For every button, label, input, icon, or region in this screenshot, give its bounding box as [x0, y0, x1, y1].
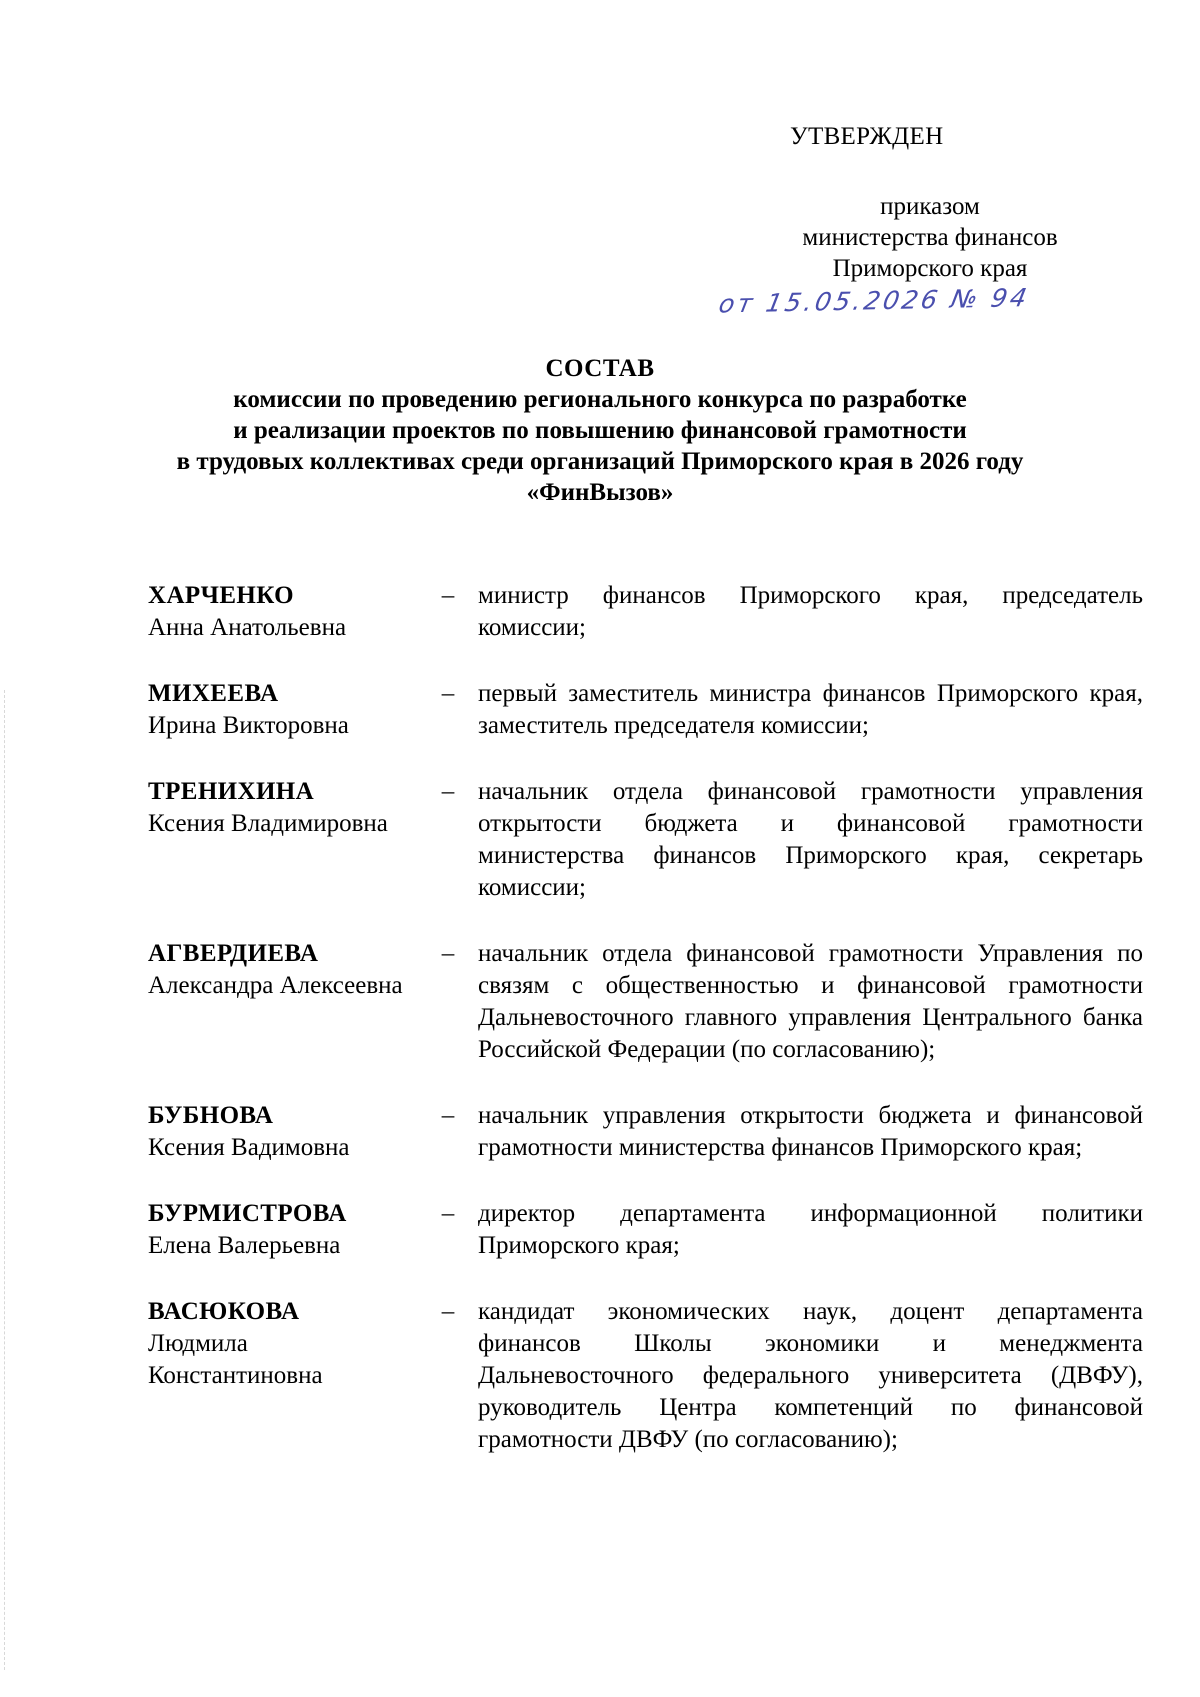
member-entry: [148, 580, 1143, 644]
title-line: в трудовых коллективах среди организаций Приморского края в 2026 году: [176, 448, 1024, 475]
title-line: и реализации проектов по повышению финансовой грамотности: [233, 417, 967, 444]
member-surname: ТРЕНИХИНА: [148, 778, 315, 805]
member-role: кандидат экономических наук, доцент департамента финансов Школы экономики и менеджмента Дальневосточного федерального университета (ДВФУ), руководитель Центра компетенций по финансовой грамотности ДВФУ (по согласованию);: [478, 1298, 1143, 1453]
member-given-name: Ирина Викторовна: [148, 712, 349, 739]
member-role: первый заместитель министра финансов Приморского края, заместитель председателя комиссии;: [478, 680, 1143, 739]
member-name: [148, 938, 418, 1066]
member-name: [148, 580, 418, 644]
title-line: комиссии по проведению регионального конкурса по разработке: [233, 386, 967, 413]
approval-order-block: [700, 191, 1160, 284]
member-entry: [148, 1296, 1143, 1456]
approval-line: Приморского края: [832, 255, 1028, 282]
dash-separator: –: [441, 1102, 455, 1129]
member-entry: [148, 1100, 1143, 1164]
title-main: СОСТАВ: [545, 355, 655, 382]
member-surname: БУБНОВА: [148, 1102, 274, 1129]
dash-separator: –: [441, 1298, 455, 1325]
member-name: [148, 1296, 418, 1456]
member-given-name: Анна Анатольевна: [148, 614, 347, 641]
member-entry: [148, 776, 1143, 904]
member-surname: МИХЕЕВА: [148, 680, 279, 707]
member-surname: АГВЕРДИЕВА: [148, 940, 319, 967]
member-surname: БУРМИСТРОВА: [148, 1200, 347, 1227]
member-surname: ХАРЧЕНКО: [148, 582, 294, 609]
dash-separator: –: [441, 1200, 455, 1227]
dash-separator: –: [441, 778, 455, 805]
member-name: [148, 678, 418, 742]
member-role: начальник отдела финансовой грамотности управления открытости бюджета и финансовой грамотности министерства финансов Приморского края, секретарь комиссии;: [478, 778, 1143, 901]
member-name: [148, 1100, 418, 1164]
member-given-name: Ксения Владимировна: [148, 810, 388, 837]
member-given-name: Елена Валерьевна: [148, 1232, 341, 1259]
member-given-name: Александра Алексеевна: [148, 972, 403, 999]
member-entry: [148, 938, 1143, 1066]
member-given-name: Ксения Вадимовна: [148, 1134, 350, 1161]
member-name: [148, 776, 418, 904]
member-role: директор департамента информационной политики Приморского края;: [478, 1200, 1143, 1259]
approval-line: приказом: [880, 193, 980, 220]
approved-title: УТВЕРЖДЕН: [790, 123, 944, 150]
approval-line: министерства финансов: [802, 224, 1058, 251]
member-entry: [148, 678, 1143, 742]
commission-members-list: [148, 580, 1143, 1456]
member-given-name: Людмила Константиновна: [148, 1330, 323, 1389]
member-surname: ВАСЮКОВА: [148, 1298, 300, 1325]
handwritten-date-number: от 15.05.2026 № 94: [716, 283, 1033, 319]
member-role: начальник управления открытости бюджета и финансовой грамотности министерства финансов Приморского края;: [478, 1102, 1143, 1161]
title-line: «ФинВызов»: [526, 479, 674, 506]
member-name: [148, 1198, 418, 1262]
member-role: министр финансов Приморского края, председатель комиссии;: [478, 582, 1143, 641]
dash-separator: –: [441, 582, 455, 609]
scan-edge-artifact: [4, 690, 6, 1670]
document-title: [60, 353, 1140, 508]
dash-separator: –: [441, 680, 455, 707]
member-role: начальник отдела финансовой грамотности Управления по связям с общественностью и финансовой грамотности Дальневосточного главного управления Центрального банка Российской Федерации (по согласованию);: [478, 940, 1143, 1063]
dash-separator: –: [441, 940, 455, 967]
member-entry: [148, 1198, 1143, 1262]
